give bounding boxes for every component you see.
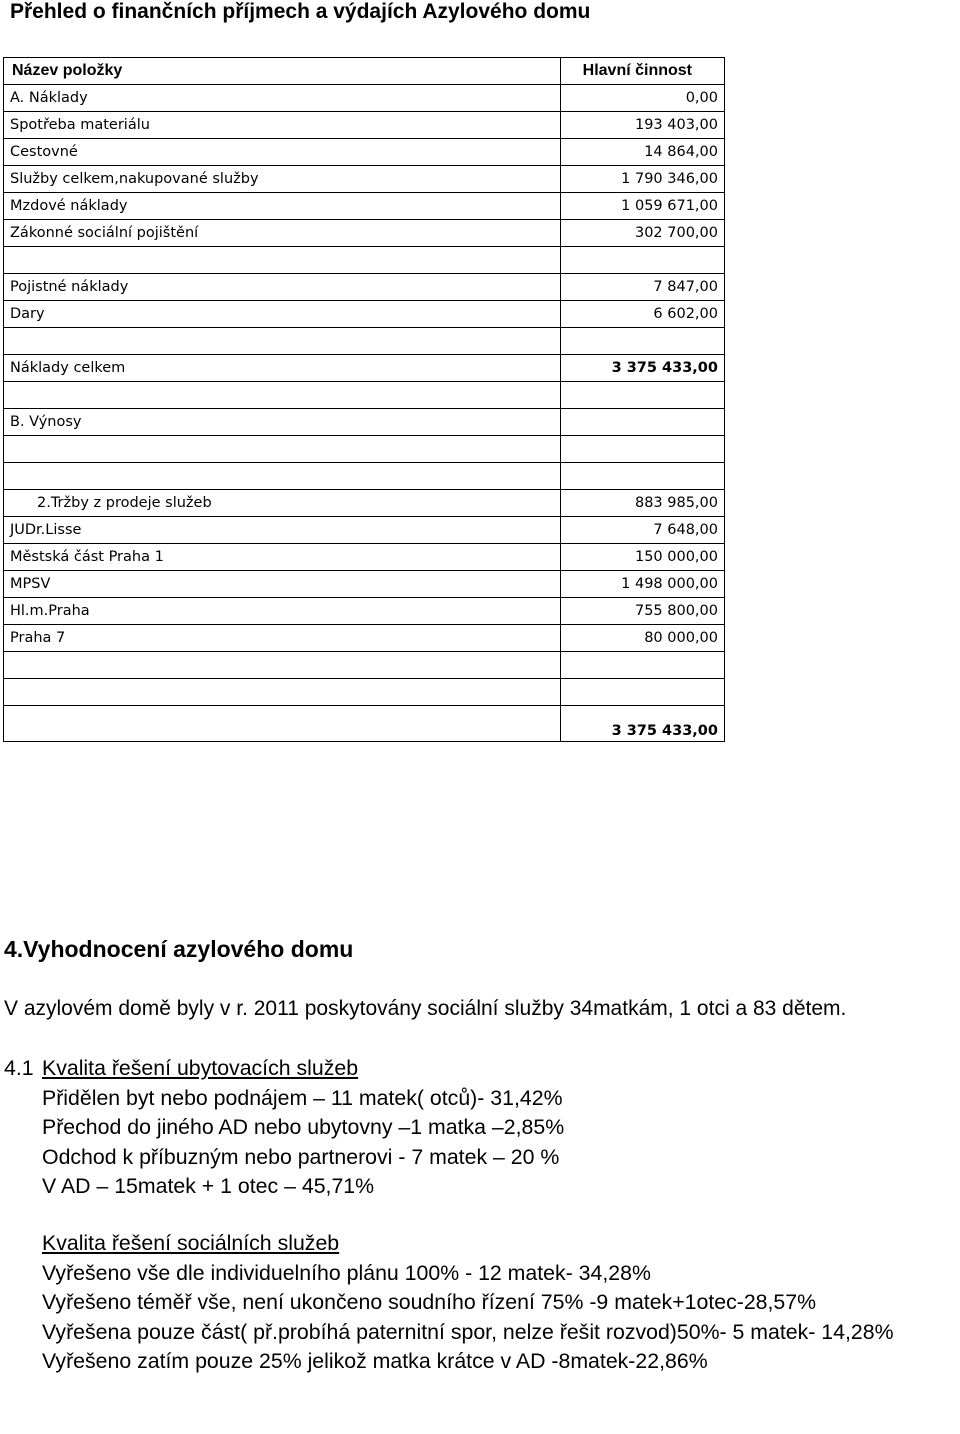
- table-row: [4, 301, 725, 328]
- list-item: Vyřešeno zatím pouze 25% jelikož matka krátce v AD -8matek-22,86%: [42, 1349, 708, 1373]
- table-row: [4, 463, 725, 490]
- table-row: [4, 598, 725, 625]
- social-services-title: Kvalita řešení sociálních služeb: [42, 1231, 340, 1255]
- row-value: 3 375 433,00: [561, 355, 725, 382]
- row-name: Dary: [4, 301, 561, 328]
- row-name: [4, 328, 561, 355]
- table-row: [4, 220, 725, 247]
- row-name: Náklady celkem: [4, 355, 561, 382]
- row-value: 193 403,00: [561, 112, 725, 139]
- row-name: Pojistné náklady: [4, 274, 561, 301]
- table-row: [4, 544, 725, 571]
- row-name: [4, 463, 561, 490]
- list-item: Vyřešeno téměř vše, není ukončeno soudního řízení 75% -9 matek+1otec-28,57%: [42, 1290, 817, 1314]
- table-row: [4, 517, 725, 544]
- table-row: [4, 247, 725, 274]
- row-name: Zákonné sociální pojištění: [4, 220, 561, 247]
- intro-paragraph: V azylovém domě byly v r. 2011 poskytovány sociální služby 34matkám, 1 otci a 83 dětem.: [4, 997, 847, 1020]
- row-value: 302 700,00: [561, 220, 725, 247]
- row-value: 3 375 433,00: [561, 706, 725, 742]
- row-name: Služby celkem,nakupované služby: [4, 166, 561, 193]
- row-value: [561, 436, 725, 463]
- list-item: Vyřešeno vše dle individuelního plánu 100% - 12 matek- 34,28%: [42, 1260, 651, 1285]
- row-value: [561, 382, 725, 409]
- table-row: [4, 625, 725, 652]
- row-value: [561, 247, 725, 274]
- finance-table: [3, 57, 725, 742]
- table-row: [4, 85, 725, 112]
- row-value: [561, 679, 725, 706]
- table-header-row: [4, 58, 725, 85]
- list-item: Přechod do jiného AD nebo ubytovny –1 matka –2,85%: [42, 1115, 565, 1139]
- row-value: [561, 652, 725, 679]
- row-name: A. Náklady: [4, 85, 561, 112]
- table-row: [4, 571, 725, 598]
- row-value: 1 790 346,00: [561, 166, 725, 193]
- row-value: 1 059 671,00: [561, 193, 725, 220]
- row-name: Cestovné: [4, 139, 561, 166]
- row-name: JUDr.Lisse: [4, 517, 561, 544]
- row-value: 0,00: [561, 85, 725, 112]
- table-row: [4, 436, 725, 463]
- table-row: [4, 112, 725, 139]
- table-row: [4, 193, 725, 220]
- table-row: [4, 706, 725, 742]
- subsection-number: 4.1: [4, 1056, 34, 1080]
- social-services-list: [42, 1229, 942, 1377]
- table-row: [4, 166, 725, 193]
- row-name: Hl.m.Praha: [4, 598, 561, 625]
- row-name: Městská část Praha 1: [4, 544, 561, 571]
- table-row: [4, 355, 725, 382]
- table-row: [4, 139, 725, 166]
- row-value: 1 498 000,00: [561, 571, 725, 598]
- row-value: 14 864,00: [561, 139, 725, 166]
- row-value: 150 000,00: [561, 544, 725, 571]
- row-value: [561, 409, 725, 436]
- row-name: [4, 436, 561, 463]
- row-name: [4, 652, 561, 679]
- row-name: Spotřeba materiálu: [4, 112, 561, 139]
- header-value: Hlavní činnost: [561, 58, 725, 85]
- header-name: Název položky: [4, 58, 561, 85]
- list-item: Přidělen byt nebo podnájem – 11 matek( otců)- 31,42%: [42, 1085, 563, 1110]
- table-row: [4, 328, 725, 355]
- table-row: [4, 652, 725, 679]
- row-value: 883 985,00: [561, 490, 725, 517]
- row-name: 2.Tržby z prodeje služeb: [4, 490, 561, 517]
- table-row: [4, 409, 725, 436]
- table-row: [4, 679, 725, 706]
- row-value: [561, 463, 725, 490]
- table-row: [4, 274, 725, 301]
- row-name: Praha 7: [4, 625, 561, 652]
- row-value: 7 648,00: [561, 517, 725, 544]
- row-value: 6 602,00: [561, 301, 725, 328]
- accommodation-list: [42, 1054, 564, 1202]
- row-value: 80 000,00: [561, 625, 725, 652]
- row-name: [4, 706, 561, 742]
- row-name: B. Výnosy: [4, 409, 561, 436]
- row-name: Mzdové náklady: [4, 193, 561, 220]
- section-heading: 4.Vyhodnocení azylového domu: [4, 936, 354, 962]
- row-name: MPSV: [4, 571, 561, 598]
- list-item: V AD – 15matek + 1 otec – 45,71%: [42, 1174, 375, 1198]
- row-name: [4, 679, 561, 706]
- row-value: 755 800,00: [561, 598, 725, 625]
- row-value: [561, 328, 725, 355]
- row-name: [4, 247, 561, 274]
- accommodation-title: Kvalita řešení ubytovacích služeb: [42, 1056, 359, 1080]
- row-name: [4, 382, 561, 409]
- page-title: Přehled o finančních příjmech a výdajích Azylového domu: [10, 0, 591, 23]
- table-row: [4, 382, 725, 409]
- row-value: 7 847,00: [561, 274, 725, 301]
- list-item: Odchod k příbuzným nebo partnerovi - 7 matek – 20 %: [42, 1144, 560, 1169]
- list-item: Vyřešena pouze část( př.probíhá paternitní spor, nelze řešit rozvod)50%- 5 matek- 14,28%: [42, 1319, 894, 1344]
- table-row: [4, 490, 725, 517]
